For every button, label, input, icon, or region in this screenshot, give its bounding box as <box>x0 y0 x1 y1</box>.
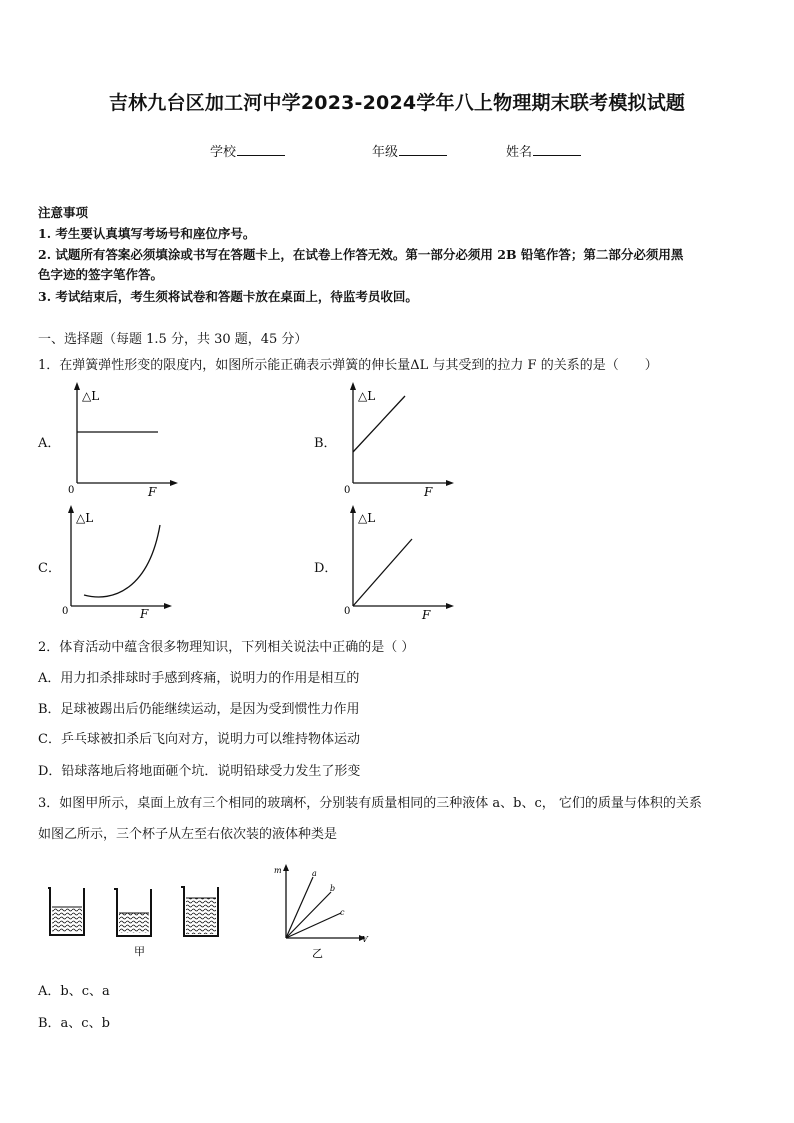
question-2-stem: 2．体育活动中蕴含很多物理知识，下列相关说法中正确的是（ ） <box>38 640 415 655</box>
q1-option-b-label[interactable]: B． <box>314 436 337 451</box>
line-b-label: b <box>330 884 336 893</box>
x-axis-label: F <box>140 607 149 621</box>
q3-option-a[interactable]: A．b、c、a <box>38 984 110 999</box>
q1-graph-c <box>54 503 184 623</box>
origin-label: 0 <box>68 485 75 496</box>
origin-label: 0 <box>344 485 351 496</box>
name-field[interactable] <box>506 141 581 160</box>
x-axis-label: F <box>422 608 431 622</box>
q1-option-a-label[interactable]: A． <box>38 436 61 451</box>
q3-figure-mv-graph <box>268 860 378 965</box>
line-c-label: c <box>340 908 345 917</box>
y-axis-label: △L <box>82 389 100 403</box>
q2-option-a[interactable]: A．用力扣杀排球时手感到疼痛，说明力的作用是相互的 <box>38 671 360 686</box>
question-3-stem-line2: 如图乙所示，三个杯子从左至右依次装的液体种类是 <box>38 827 338 842</box>
grade-blank[interactable] <box>399 143 447 156</box>
q1-option-c-label[interactable]: C． <box>38 561 61 576</box>
question-3-stem-line1: 3．如图甲所示，桌面上放有三个相同的玻璃杯，分别装有质量相同的三种液体 a、b、c， 它们的质量与体积的关系 <box>38 796 702 811</box>
line-b <box>286 892 331 938</box>
beaker-1 <box>48 888 84 935</box>
grade-label: 年级 <box>372 145 399 160</box>
notice-heading: 注意事项 <box>38 205 89 220</box>
v-axis-label: V <box>362 935 368 944</box>
beaker-2 <box>114 889 151 936</box>
q3-option-b[interactable]: B．a、c、b <box>38 1016 110 1031</box>
origin-label: 0 <box>344 606 351 617</box>
notice-item: 3. 考试结束后，考生须将试卷和答题卡放在桌面上，待监考员收回。 <box>38 289 418 304</box>
question-1-stem: 1．在弹簧弹性形变的限度内，如图所示能正确表示弹簧的伸长量ΔL 与其受到的拉力 F 的关系的是（ ） <box>38 358 658 373</box>
y-axis-label: △L <box>358 389 376 403</box>
notice-item: 色字迹的签字笔作答。 <box>38 267 164 282</box>
school-field[interactable] <box>210 141 285 160</box>
q1-option-d-label[interactable]: D． <box>314 561 338 576</box>
y-axis-label: △L <box>76 511 94 525</box>
name-blank[interactable] <box>533 143 581 156</box>
section-heading: 一、选择题（每题 1.5 分，共 30 题，45 分） <box>38 332 308 347</box>
x-axis-label: F <box>148 485 157 499</box>
x-axis-label: F <box>424 485 433 499</box>
q1-graph-a <box>60 380 190 500</box>
notice-item: 1. 考生要认真填写考场号和座位序号。 <box>38 226 256 241</box>
school-label: 学校 <box>210 145 237 160</box>
beaker-3 <box>181 887 218 936</box>
origin-label: 0 <box>62 606 69 617</box>
q2-option-d[interactable]: D．铅球落地后将地面砸个坑．说明铅球受力发生了形变 <box>38 764 361 779</box>
school-blank[interactable] <box>237 143 285 156</box>
line-c <box>286 913 341 938</box>
figure-yi-label: 乙 <box>312 947 323 960</box>
figure-jia-label: 甲 <box>134 945 145 958</box>
q1-graph-b <box>336 380 466 500</box>
q2-option-c[interactable]: C．乒乓球被扣杀后飞向对方，说明力可以维持物体运动 <box>38 732 360 747</box>
page-title: 吉林九台区加工河中学2023-2024学年八上物理期末联考模拟试题 <box>108 92 686 114</box>
notice-item: 2. 试题所有答案必须填涂或书写在答题卡上，在试卷上作答无效。第一部分必须用 2B 铅笔作答；第二部分必须用黑 <box>38 247 684 262</box>
grade-field[interactable] <box>372 141 447 160</box>
line-a-label: a <box>312 869 317 878</box>
m-axis-label: m <box>274 866 282 875</box>
q1-graph-d <box>336 503 466 623</box>
line-a <box>286 877 313 938</box>
name-label: 姓名 <box>506 145 533 160</box>
y-axis-label: △L <box>358 511 376 525</box>
q3-figure-beakers <box>42 880 232 960</box>
q2-option-b[interactable]: B．足球被踢出后仍能继续运动，是因为受到惯性力作用 <box>38 702 360 717</box>
